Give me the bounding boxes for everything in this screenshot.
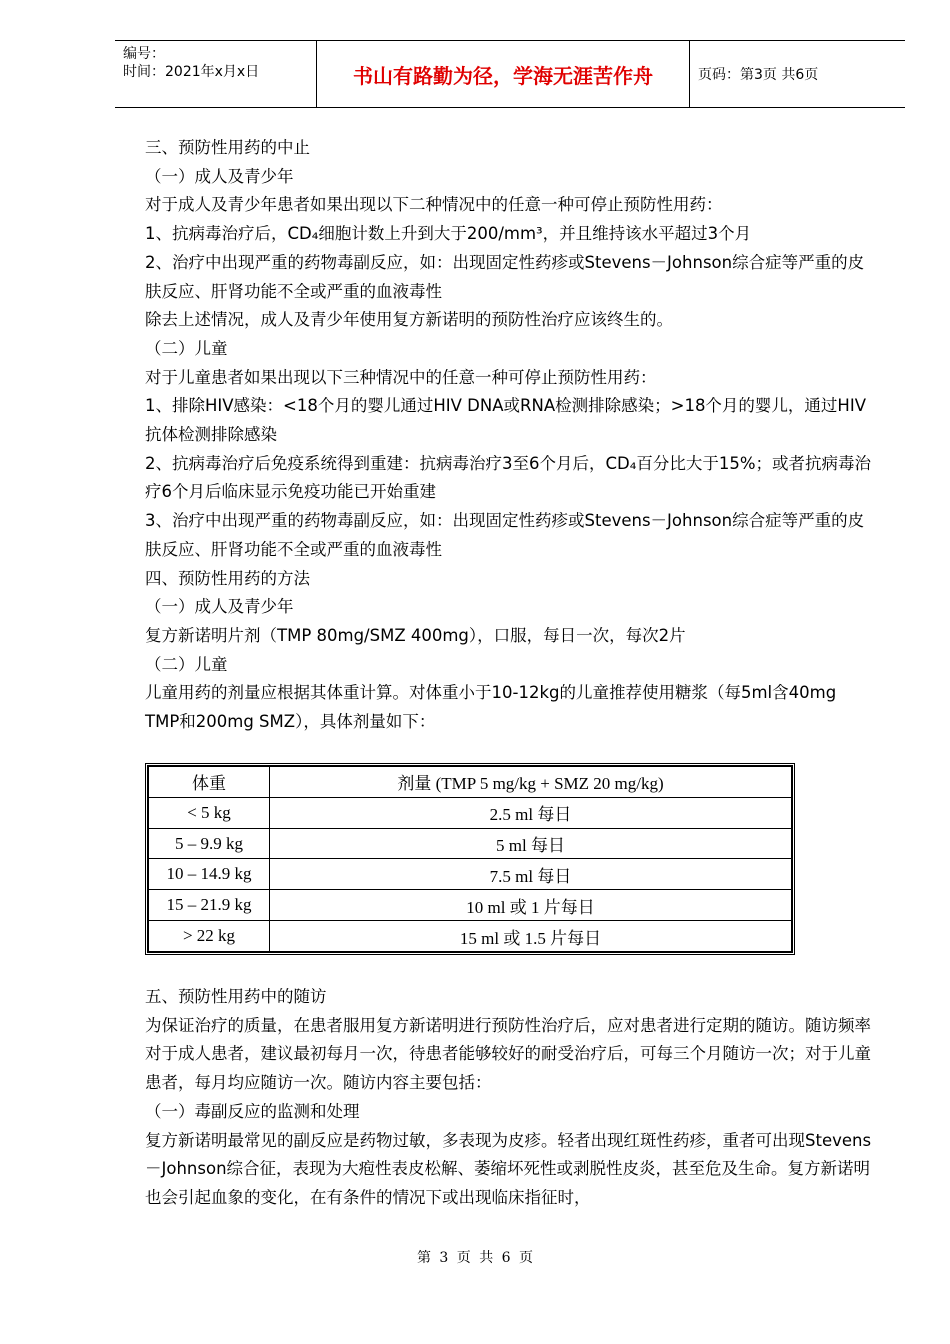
header-number: 编号： xyxy=(123,46,165,62)
dose-cell: 15 ml 或 1.5 片每日 xyxy=(270,921,792,952)
subsection-children: （二）儿童 xyxy=(145,654,228,674)
weight-cell: 15 – 21.9 kg xyxy=(149,890,270,921)
header-meta xyxy=(115,41,316,107)
paragraph: 对于儿童患者如果出现以下三种情况中的任意一种可停止预防性用药： xyxy=(145,367,657,387)
weight-cell: 10 – 14.9 kg xyxy=(149,859,270,890)
weight-cell: 5 – 9.9 kg xyxy=(149,828,270,859)
body-bottom xyxy=(145,983,873,1213)
section-4-heading: 四、预防性用药的方法 xyxy=(145,568,310,588)
page-footer: 第 3 页 共 6 页 xyxy=(416,1250,534,1266)
table-row xyxy=(149,797,792,828)
weight-cell: > 22 kg xyxy=(149,921,270,952)
weight-cell: < 5 kg xyxy=(149,797,270,828)
paragraph: 1、抗病毒治疗后，CD₄细胞计数上升到大于200/mm³，并且维持该水平超过3个月 xyxy=(145,224,752,244)
dose-cell: 10 ml 或 1 片每日 xyxy=(270,890,792,921)
paragraph: 为保证治疗的质量，在患者服用复方新诺明进行预防性治疗后，应对患者进行定期的随访。随访频率对于成人患者，建议最初每月一次，待患者能够较好的耐受治疗后，可每三个月随访一次；对于儿童患者，每月均应随访一次。随访内容主要包括： xyxy=(145,1015,871,1093)
subsection-adults: （一）成人及青少年 xyxy=(145,166,294,186)
paragraph: 复方新诺明最常见的副反应是药物过敏，多表现为皮疹。轻者出现红斑性药疹，重者可出现Stevens－Johnson综合征，表现为大疱性表皮松解、萎缩坏死性或剥脱性皮炎，甚至危及生命。复方新诺明也会引起血象的变化，在有条件的情况下或出现临床指征时， xyxy=(145,1130,872,1207)
body-top xyxy=(145,134,873,737)
section-3-heading: 三、预防性用药的中止 xyxy=(145,138,310,157)
dose-cell: 2.5 ml 每日 xyxy=(270,797,792,828)
table-header-row xyxy=(149,767,792,798)
paragraph: 除去上述情况，成人及青少年使用复方新诺明的预防性治疗应该终生的。 xyxy=(145,310,673,330)
subsection-adults: （一）成人及青少年 xyxy=(145,597,294,617)
paragraph: 2、抗病毒治疗后免疫系统得到重建：抗病毒治疗3至6个月后，CD₄百分比大于15%；或者抗病毒治疗6个月后临床显示免疫功能已开始重建 xyxy=(145,453,872,502)
paragraph: 3、治疗中出现严重的药物毒副反应，如：出现固定性药疹或Stevens－Johnson综合症等严重的皮肤反应、肝肾功能不全或严重的血液毒性 xyxy=(145,511,865,559)
subsection-toxicity: （一）毒副反应的监测和处理 xyxy=(145,1101,360,1121)
header-page-info: 页码：第3页 共6页 xyxy=(698,67,819,83)
page-header xyxy=(115,40,905,108)
subsection-children: （二）儿童 xyxy=(145,338,228,358)
table-row xyxy=(149,859,792,890)
column-header-weight: 体重 xyxy=(149,767,270,798)
header-motto: 书山有路勤为径，学海无涯苦作舟 xyxy=(316,41,690,107)
table-row xyxy=(149,890,792,921)
dose-table xyxy=(145,763,795,955)
paragraph: 儿童用药的剂量应根据其体重计算。对体重小于10-12kg的儿童推荐使用糖浆（每5ml含40mg TMP和200mg SMZ），具体剂量如下： xyxy=(145,683,837,732)
column-header-dose: 剂量 (TMP 5 mg/kg + SMZ 20 mg/kg) xyxy=(270,767,792,798)
paragraph: 1、排除HIV感染：<18个月的婴儿通过HIV DNA或RNA检测排除感染；>18个月的婴儿，通过HIV抗体检测排除感染 xyxy=(145,396,866,445)
dose-cell: 5 ml 每日 xyxy=(270,828,792,859)
dose-cell: 7.5 ml 每日 xyxy=(270,859,792,890)
table-row xyxy=(149,828,792,859)
paragraph: 对于成人及青少年患者如果出现以下二种情况中的任意一种可停止预防性用药： xyxy=(145,195,723,215)
header-date: 时间：2021年x月x日 xyxy=(123,64,260,80)
section-5-heading: 五、预防性用药中的随访 xyxy=(145,987,327,1006)
paragraph: 复方新诺明片剂（TMP 80mg/SMZ 400mg），口服，每日一次，每次2片 xyxy=(145,625,686,645)
table-row xyxy=(149,921,792,952)
paragraph: 2、治疗中出现严重的药物毒副反应，如：出现固定性药疹或Stevens－Johnson综合症等严重的皮肤反应、肝肾功能不全或严重的血液毒性 xyxy=(145,252,865,301)
